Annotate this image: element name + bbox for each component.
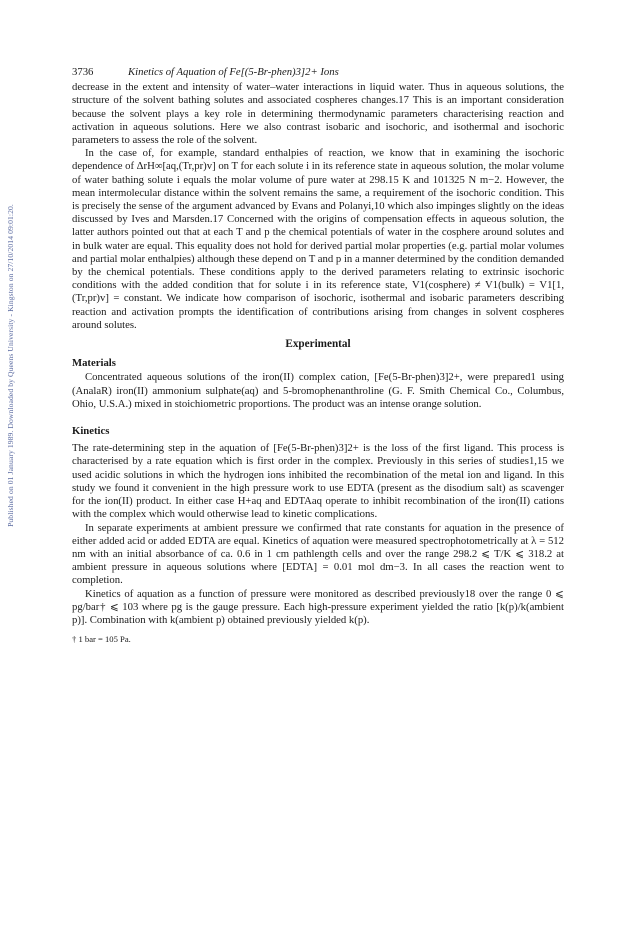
download-watermark: [3, 150, 17, 580]
intro-paragraph-2: In the case of, for example, standard enthalpies of reaction, we know that in examining the isochoric dependence of ΔrH∞[aq,(Tr,pr)v] on T for each solute i in its reference state in aqueous solution, the molar volume of water bathing solute i equals the molar volume of pure water at 298.15 K and 101325 N m−2. However, the mean intermolecular distance within the solvent remains the same, a requirement of the isochoric condition. This is precisely the sense of the argument advanced by Evans and Polanyi,10 which also impinges slightly on the ideas discussed by Ives and Marsden.17 Concerned with the origins of compensation effects in aqueous solution, the latter authors pointed out that at each T and p the chemical potentials of water in the cosphere around solutes and in bulk water are equal. This equality does not hold for derived partial molar properties (e.g. partial molar volumes and partial molar enthalpies) although these depend on T and p in a manner determined by the condition demanded by the chemical potentials. These conditions apply to the derived parameters relating to extrinsic isochoric conditions with the added condition that for solute i in its reference state, V1(cosphere) ≠ V1(bulk) = V1[1,(Tr,pr)v] = constant. We indicate how comparison of isochoric, isothermal and isobaric parameters describing reaction and activation prompts the identification of contributions arising from changes in solvent cospheres around solutes.: [72, 147, 564, 331]
footnote: † 1 bar = 105 Pa.: [72, 634, 131, 645]
download-watermark-text: Published on 01 January 1989. Downloaded by Queens University - Kingston on 27/10/2014 09:01:20.: [5, 203, 15, 527]
subheading-materials: Materials: [72, 357, 116, 370]
running-header: [72, 66, 564, 79]
section-heading-experimental: Experimental: [285, 338, 351, 351]
materials-paragraph: Concentrated aqueous solutions of the iron(II) complex cation, [Fe(5-Br-phen)3]2+, were prepared1 using (AnalaR) iron(II) ammonium sulphate(aq) and 5-bromophenanthroline (G. F. Smith Chemical Co., Columbus, Ohio, U.S.A.) mixed in stoichiometric proportions. The product was an intense orange solution.: [72, 371, 564, 410]
page-number: 3736: [72, 66, 94, 78]
subheading-kinetics: Kinetics: [72, 425, 110, 438]
running-title: Kinetics of Aquation of Fe[(5-Br-phen)3]2+ Ions: [128, 66, 339, 78]
kinetics-paragraph-2: In separate experiments at ambient pressure we confirmed that rate constants for aquation in the presence of either added acid or added EDTA are equal. Kinetics of aquation were measured spectrophotometrically at λ = 512 nm with an initial absorbance of ca. 0.6 in 1 cm pathlength cells and over the range 298.2 ⩽ T/K ⩽ 318.2 at ambient pressure in aqueous solutions where [EDTA] = 0.01 mol dm−3. In all cases the reaction went to completion.: [72, 521, 564, 587]
article-page: [72, 66, 564, 646]
kinetics-paragraph-1: The rate-determining step in the aquation of [Fe(5-Br-phen)3]2+ is the loss of the first ligand. This process is characterised by a rate equation which is first order in the complex. Previously in this series of studies1,15 we used acidic solutions in which the hydrogen ions inhibited the recombination of the metal ion and ligand. In this study we found it convenient in the high pressure work to use EDTA (present as the disodium salt) as scavenger for the ion(II) product. In either case H+aq and EDTAaq operate to inhibit recombination of the iron(II) cations with the complex which would otherwise lead to kinetic complications.: [72, 442, 564, 521]
intro-paragraph-1: decrease in the extent and intensity of water–water interactions in liquid water. Thus in aqueous solutions, the structure of the solvent bathing solutes and associated cospheres changes.17 This is an important consideration because the solvent plays a key role in determining thermodynamic parameters characterising reaction and activation in aqueous solutions. Here we also contrast isobaric and isochoric, and isothermal and isochoric parameters to assess the role of the solvent.: [72, 81, 564, 147]
kinetics-paragraph-3: Kinetics of aquation as a function of pressure were monitored as described previously18 over the range 0 ⩽ pg/bar† ⩽ 103 where pg is the gauge pressure. Each high-pressure experiment yielded the ratio [k(p)/k(ambient p)]. Combination with k(ambient p) obtained previously yielded k(p).: [72, 587, 564, 626]
